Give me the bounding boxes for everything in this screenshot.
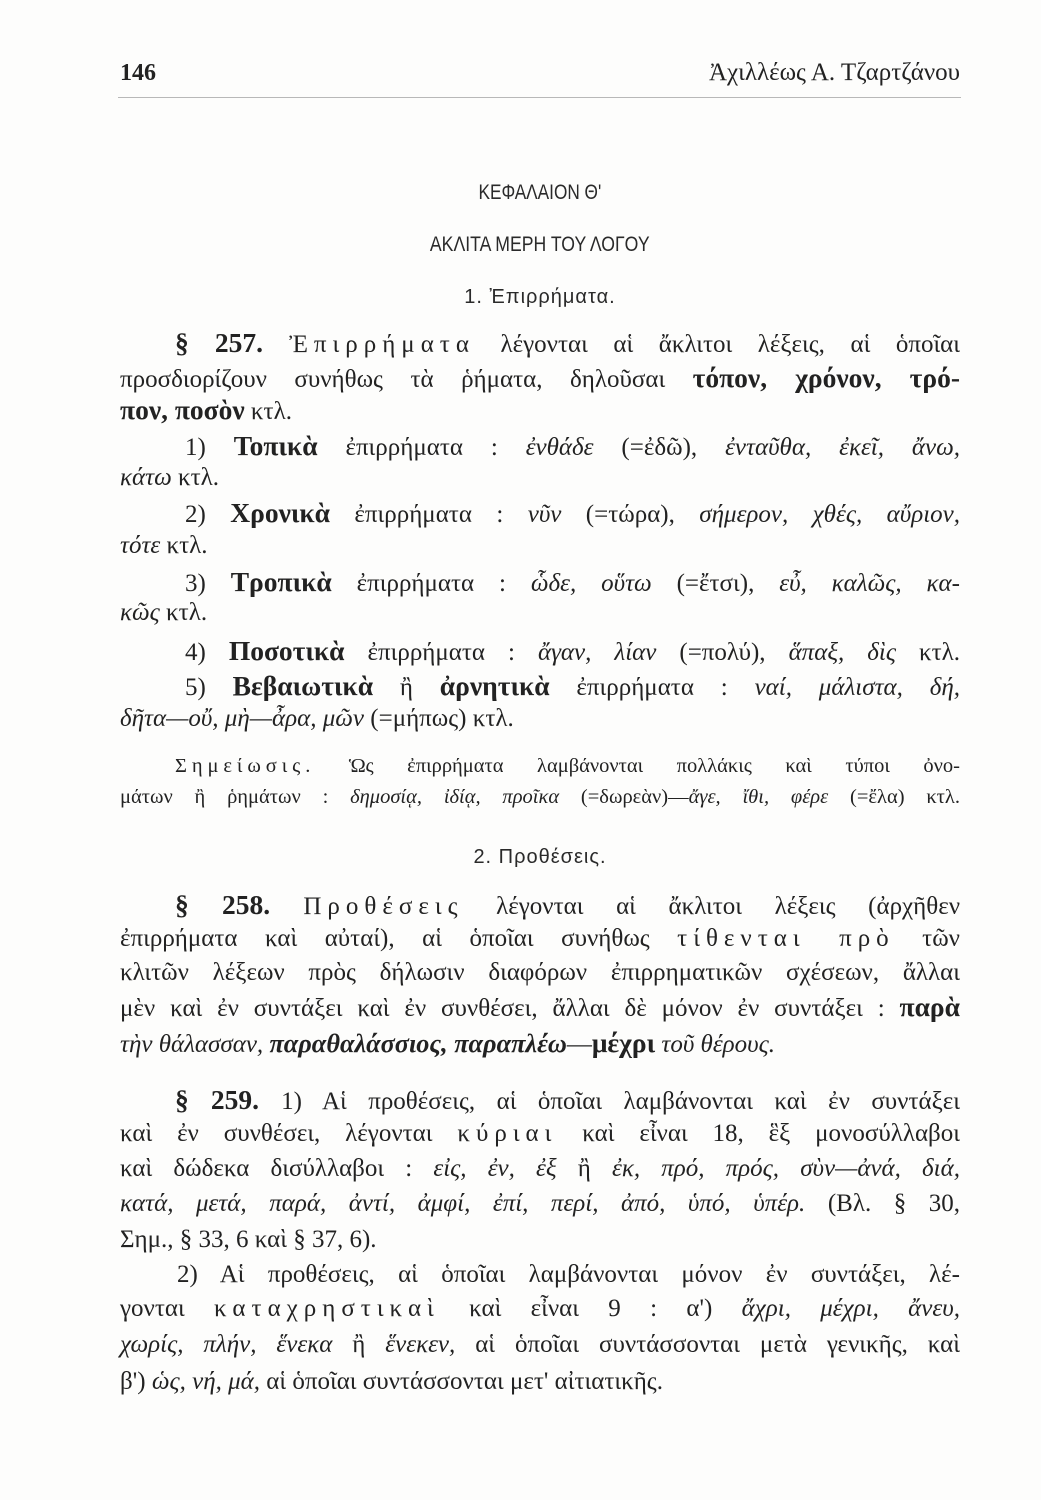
text-run: ἢ [332, 1331, 386, 1358]
text-run: αἱ ὁποῖαι συντάσσονται μετὰ γενικῆς, καὶ [455, 1331, 960, 1358]
text-run: ἐπιρρήματα : [331, 570, 531, 597]
text-run: Σημ., § 33, 6 καὶ § 37, 6). [120, 1226, 377, 1253]
text-run: ἢ [556, 1155, 612, 1182]
page-number: 146 [120, 60, 156, 86]
text-line [120, 393, 960, 427]
text-run: γονται [120, 1295, 215, 1322]
text-run: (=ἔτσι), [651, 570, 780, 597]
italic-text: τότε [120, 532, 161, 559]
text-run: μὲν καὶ ἐν συντάξει καὶ ἐν συνθέσει, ἄλλαι δὲ μόνον ἐν συντάξει : [120, 995, 900, 1022]
text-line [120, 1026, 960, 1060]
text-line [120, 990, 960, 1024]
text-run: (=ἐδῶ), [593, 434, 726, 461]
spaced-text: Ἐπιρρήματα [289, 331, 475, 358]
bold-italic-text: παραθαλάσσιος, παραπλέω [269, 1029, 567, 1058]
section-heading-adverbs [120, 282, 960, 312]
bold-text: Ποσοτικὰ [228, 635, 345, 666]
italic-text: ἐκ, πρό, πρός, σὺν—ἀνά, διά, [611, 1155, 960, 1182]
bold-text: πον, ποσὸν [120, 394, 245, 425]
text-run: κτλ. [171, 464, 219, 491]
text-run: μάτων ἢ ῥημάτων : [120, 786, 351, 808]
text-line [175, 326, 960, 360]
text-run: κλιτῶν λέξεων πρὸς δήλωσιν διαφόρων ἐπιρρηματικῶν σχέσεων, ἄλλαι [120, 959, 960, 986]
italic-text: δῆτα—οὔ, μὴ—ἆρα, μῶν [120, 705, 365, 732]
spaced-text: τίθενται πρὸ [677, 925, 895, 952]
text-run: ἐπιρρήματα καὶ αὐταί), αἱ ὁποῖαι συνήθως [120, 925, 678, 952]
text-run: καὶ εἶναι 18, ἓξ μονοσύλλαβοι [557, 1120, 960, 1147]
italic-text: κῶς [120, 599, 160, 626]
section-heading-prepositions [120, 842, 960, 872]
text-run: 3) [185, 570, 231, 597]
text-run: (=πολύ), [656, 639, 789, 666]
text-line [120, 956, 960, 990]
text-line [120, 1328, 960, 1362]
italic-text: ναί, μάλιστα, δή, [754, 674, 961, 701]
text-run: ἐπιρρήματα : [549, 674, 755, 701]
running-title: Ἀχιλλέως Α. Τζαρτζάνου [708, 59, 960, 86]
italic-text: ἄχρι, μέχρι, ἄνευ, [741, 1295, 960, 1322]
text-line [185, 565, 960, 599]
italic-text: ἕνεκεν, [385, 1331, 456, 1358]
bold-text: § 259. [175, 1084, 282, 1115]
text-line [120, 702, 960, 736]
text-run: — [566, 1031, 592, 1058]
text-run: Ὡς ἐπιρρήματα λαμβάνονται πολλάκις καὶ τύποι ὀνο- [315, 755, 960, 777]
italic-text: ἄγαν, λίαν [537, 639, 657, 666]
text-run: καὶ δώδεκα δισύλλαβοι : [120, 1155, 434, 1182]
bold-text: § 258. [175, 889, 304, 920]
bold-text: ἀρνητικὰ [439, 670, 550, 701]
text-run: 2) [185, 501, 231, 528]
text-line [120, 1223, 960, 1257]
chapter-title-text: ΑΚΛΙΤΑ ΜΕΡΗ ΤΟΥ ΛΟΓΟΥ [430, 233, 650, 256]
italic-text: ἄγε, ἴθι, φέρε [688, 786, 829, 808]
text-run: ἐπιρρήματα : [317, 434, 526, 461]
chapter-title [120, 230, 960, 260]
text-line [120, 461, 960, 495]
text-line [185, 496, 960, 530]
bold-text: Τροπικὰ [230, 566, 332, 597]
italic-text: ἅπαξ, δὶς [788, 639, 896, 666]
bold-text: Τοπικὰ [233, 430, 318, 461]
header-rule [118, 97, 961, 98]
text-run: ἢ [373, 674, 440, 701]
italic-text: τὴν θάλασσαν, [120, 1031, 270, 1058]
text-line [120, 529, 960, 563]
text-line [175, 1083, 960, 1117]
text-run: 1) Αἱ προθέσεις, αἱ ὁποῖαι λαμβάνονται καὶ ἐν συντάξει [281, 1088, 961, 1115]
text-line [185, 429, 960, 463]
text-run: (=δωρεὰν)— [559, 786, 689, 808]
text-run: (=μήπως) κτλ. [364, 705, 514, 732]
chapter-label [120, 178, 960, 208]
text-run: προσδιορίζουν συνήθως τὰ ῥήματα, δηλοῦσαι [120, 366, 693, 393]
text-run: 4) [185, 639, 229, 666]
text-line [175, 749, 960, 783]
text-run: καὶ ἐν συνθέσει, λέγονται [120, 1120, 458, 1147]
italic-text: σήμερον, χθές, αὔριον, [699, 501, 961, 528]
italic-text: ἐνταῦθα, ἐκεῖ, ἄνω, [725, 434, 961, 461]
spaced-text: καταχρηστικαὶ [214, 1295, 440, 1322]
text-line [175, 888, 960, 922]
italic-text: κατά, μετά, παρά, ἀντί, ἀμφί, ἐπί, περί, ἀπό, ὑπό, ὑπέρ. [120, 1190, 806, 1217]
text-run: λέγονται αἱ ἄκλιτοι λέξεις (ἀρχῆθεν [463, 893, 960, 920]
text-line [177, 1258, 960, 1292]
text-line [120, 1187, 960, 1221]
bold-text: τόπον, χρόνον, τρό- [692, 362, 960, 393]
text-line [120, 596, 960, 630]
text-line [120, 1152, 960, 1186]
section-heading-text: 1. Ἐπιρρήματα. [464, 286, 616, 308]
bold-text: παρὰ [899, 991, 960, 1022]
text-run: καὶ εἶναι 9 : α') [439, 1295, 742, 1322]
text-run: 5) [185, 674, 233, 701]
bold-text: Χρονικὰ [230, 497, 331, 528]
italic-text: δημοσίᾳ, ἰδίᾳ, προῖκα [350, 786, 560, 808]
italic-text: ἐνθάδε [525, 434, 594, 461]
spaced-text: Προθέσεις [303, 893, 464, 920]
chapter-label-text: ΚΕΦΑΛΑΙΟΝ Θ' [478, 181, 602, 204]
italic-text: ὧδε, οὕτω [530, 570, 652, 597]
text-run: κτλ. [160, 532, 208, 559]
text-run: κτλ. [244, 398, 292, 425]
section-heading-text: 2. Προθέσεις. [473, 846, 607, 868]
spaced-text: Σημείωσις. [175, 755, 316, 777]
text-run: τῶν [894, 925, 960, 952]
italic-text: εἰς, ἐν, ἐξ [433, 1155, 557, 1182]
text-run: β') [120, 1368, 152, 1395]
bold-text: μέχρι [591, 1027, 656, 1058]
text-line [120, 922, 960, 956]
text-run: 2) Αἱ προθέσεις, αἱ ὁποῖαι λαμβάνονται μόνον ἐν συντάξει, λέ- [177, 1261, 960, 1288]
text-run: κτλ. [159, 599, 208, 626]
italic-text: τοῦ θέρους. [655, 1031, 776, 1058]
italic-text: χωρίς, πλήν, ἕνεκα [120, 1331, 333, 1358]
text-line [120, 1117, 960, 1151]
text-run: (Βλ. § 30, [805, 1190, 960, 1217]
text-run: (=ἔλα) κτλ. [828, 786, 960, 808]
text-run: (=τώρα), [561, 501, 700, 528]
text-run: ἐπιρρήματα : [344, 639, 538, 666]
italic-text: κάτω [120, 464, 172, 491]
italic-text: ὡς, νή, μά, [151, 1368, 261, 1395]
text-run: κτλ. [896, 639, 961, 666]
text-line [185, 634, 960, 668]
text-run: λέγονται αἱ ἄκλιτοι λέξεις, αἱ ὁποῖαι [474, 331, 961, 358]
bold-text: § 257. [175, 327, 290, 358]
text-line [120, 361, 960, 395]
italic-text: εὖ, καλῶς, κα- [779, 570, 961, 597]
text-line [185, 669, 960, 703]
text-run: αἱ ὁποῖαι συντάσσονται μετ' αἰτιατικῆς. [260, 1368, 663, 1395]
text-line [120, 1292, 960, 1326]
text-line [120, 780, 960, 814]
spaced-text: κύριαι [457, 1120, 558, 1147]
text-run: ἐπιρρήματα : [330, 501, 528, 528]
text-line [120, 1365, 960, 1399]
bold-text: Βεβαιωτικὰ [232, 670, 374, 701]
text-run: 1) [185, 434, 234, 461]
italic-text: νῦν [527, 501, 562, 528]
